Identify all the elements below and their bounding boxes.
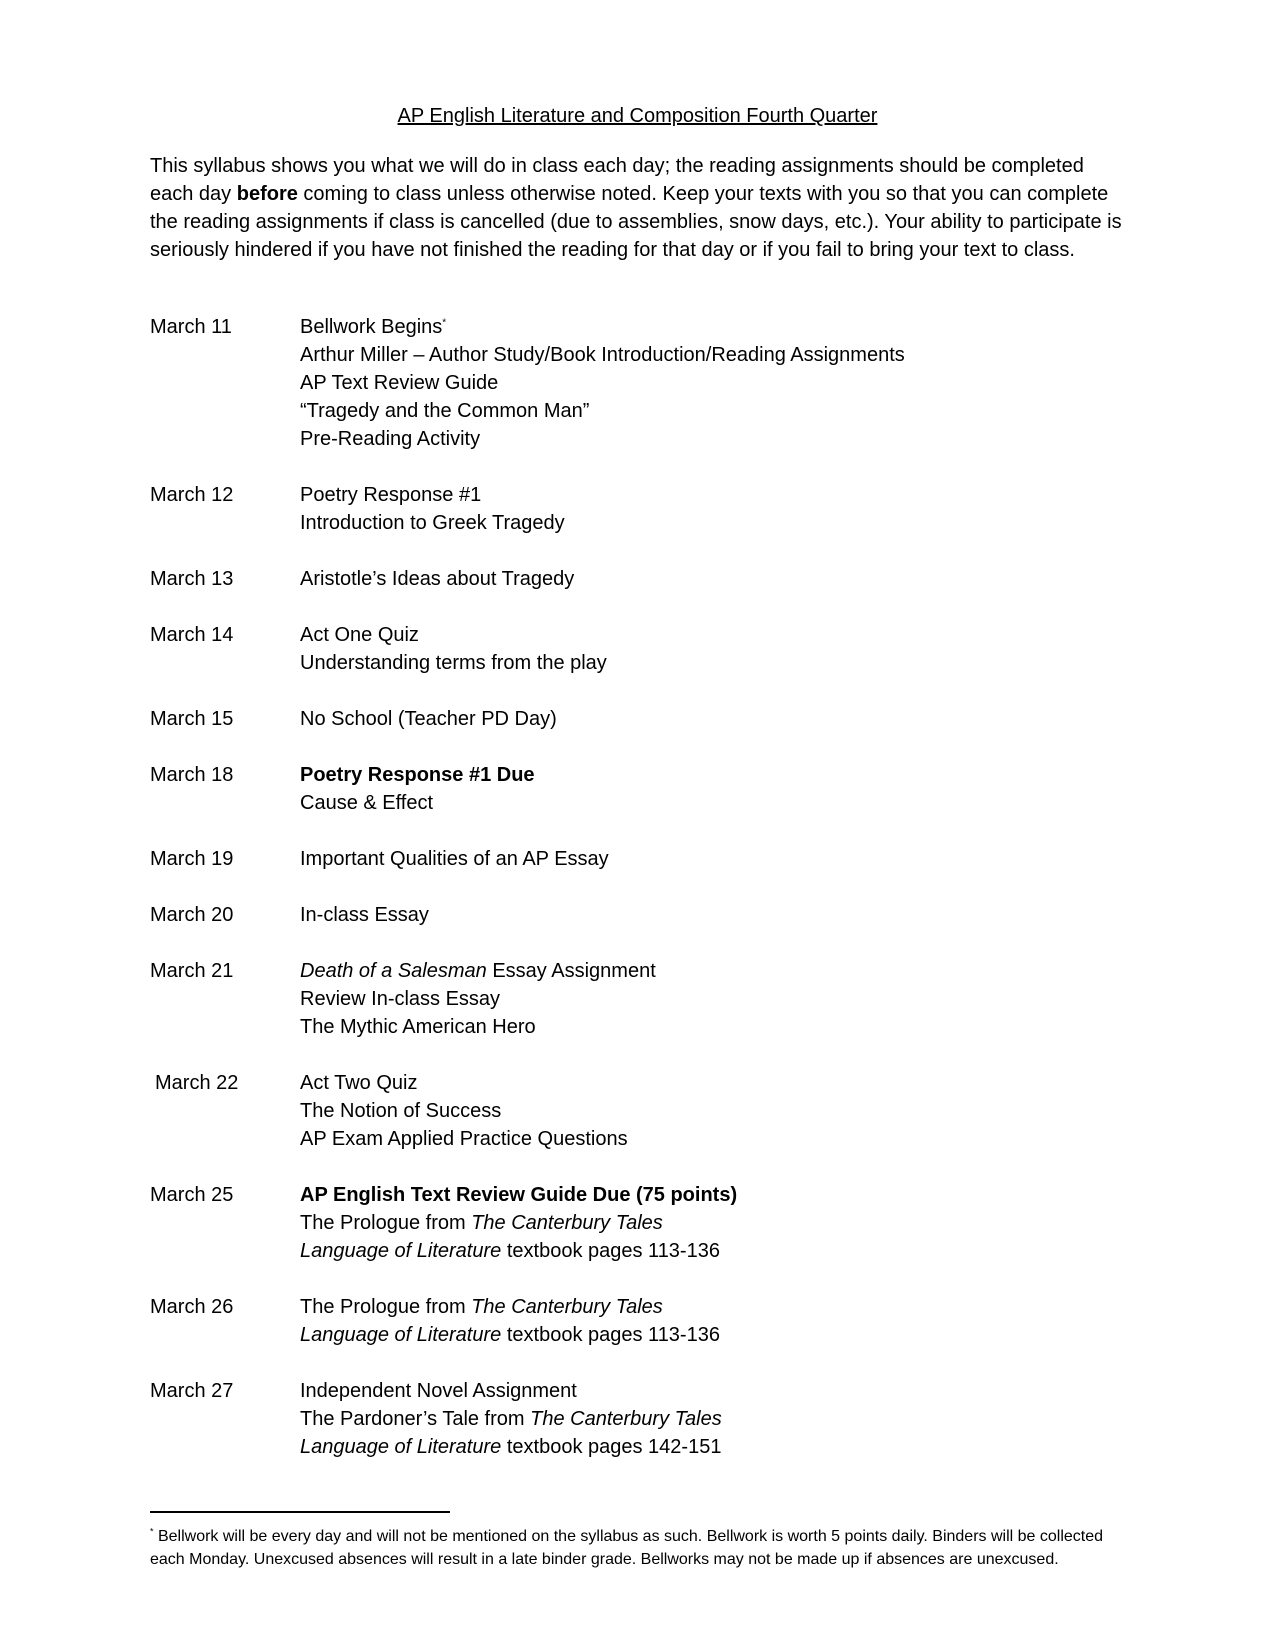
schedule-item bbox=[300, 1321, 1130, 1349]
footnote-mark: * bbox=[150, 1526, 154, 1537]
intro-paragraph bbox=[150, 152, 1130, 264]
schedule-item bbox=[300, 621, 1130, 649]
schedule-list bbox=[150, 313, 1130, 1489]
schedule-item bbox=[300, 1293, 1130, 1321]
schedule-item bbox=[300, 957, 1130, 985]
schedule-items bbox=[300, 845, 1130, 873]
schedule-item-text: “Tragedy and the Common Man” bbox=[300, 400, 590, 422]
schedule-item bbox=[300, 1125, 1130, 1153]
schedule-item-text: The Prologue from bbox=[300, 1296, 472, 1318]
schedule-items bbox=[300, 1377, 1130, 1461]
schedule-items bbox=[300, 565, 1130, 593]
schedule-item-text: AP English Text Review Guide Due (75 points) bbox=[300, 1184, 738, 1206]
schedule-item-text: The Canterbury Tales bbox=[530, 1408, 722, 1430]
schedule-item bbox=[300, 1433, 1130, 1461]
schedule-item bbox=[300, 341, 1130, 369]
schedule-date: March 26 bbox=[150, 1296, 234, 1318]
schedule-item bbox=[300, 425, 1130, 453]
schedule-date: March 19 bbox=[150, 848, 234, 870]
schedule-entry bbox=[150, 845, 1130, 873]
schedule-item-text: textbook pages 113-136 bbox=[501, 1324, 720, 1346]
schedule-items bbox=[300, 1181, 1130, 1265]
schedule-items bbox=[300, 621, 1130, 677]
schedule-date: March 21 bbox=[150, 960, 234, 982]
schedule-item-text: The Notion of Success bbox=[300, 1100, 502, 1122]
schedule-date: March 22 bbox=[155, 1072, 239, 1094]
page-title: AP English Literature and Composition Fourth Quarter bbox=[397, 105, 878, 127]
schedule-items bbox=[300, 481, 1130, 537]
schedule-entry bbox=[150, 761, 1130, 817]
schedule-date: March 15 bbox=[150, 708, 234, 730]
schedule-item-text: Bellwork Begins bbox=[300, 316, 443, 338]
schedule-item bbox=[300, 985, 1130, 1013]
schedule-item-text: Review In-class Essay bbox=[300, 988, 501, 1010]
schedule-item-text: textbook pages 113-136 bbox=[501, 1240, 720, 1262]
schedule-item-text: Poetry Response #1 bbox=[300, 484, 482, 506]
schedule-item-text: Act One Quiz bbox=[300, 624, 419, 646]
schedule-date: March 20 bbox=[150, 904, 234, 926]
schedule-entry bbox=[150, 1069, 1130, 1153]
schedule-item-text: The Prologue from bbox=[300, 1212, 472, 1234]
schedule-item bbox=[300, 649, 1130, 677]
schedule-item bbox=[300, 1377, 1130, 1405]
schedule-item bbox=[300, 565, 1130, 593]
intro-text-part2: coming to class unless otherwise noted. Keep your texts with you so that you can complete the reading assignments if class is cancelled (due to assemblies, snow days, etc.). Your ability to participate is seriously hindered if you have not finished the reading for that day or if you fail to bring your text to class. bbox=[150, 183, 1122, 261]
schedule-item bbox=[300, 369, 1130, 397]
schedule-date: March 14 bbox=[150, 624, 234, 646]
schedule-item-text: Pre-Reading Activity bbox=[300, 428, 481, 450]
schedule-entry bbox=[150, 565, 1130, 593]
schedule-date: March 13 bbox=[150, 568, 234, 590]
schedule-date: March 12 bbox=[150, 484, 234, 506]
schedule-item-text: No School (Teacher PD Day) bbox=[300, 708, 557, 730]
schedule-item bbox=[300, 1013, 1130, 1041]
schedule-item bbox=[300, 789, 1130, 817]
schedule-item-text: The Mythic American Hero bbox=[300, 1016, 536, 1038]
schedule-entry bbox=[150, 1377, 1130, 1461]
schedule-entry bbox=[150, 957, 1130, 1041]
schedule-entry bbox=[150, 1293, 1130, 1349]
schedule-item bbox=[300, 481, 1130, 509]
schedule-item bbox=[300, 1181, 1130, 1209]
schedule-items bbox=[300, 957, 1130, 1041]
schedule-items bbox=[300, 705, 1130, 733]
schedule-item bbox=[300, 845, 1130, 873]
schedule-entry bbox=[150, 705, 1130, 733]
schedule-date: March 18 bbox=[150, 764, 234, 786]
schedule-item-text: Death of a Salesman bbox=[300, 960, 487, 982]
schedule-item-text: Language of Literature bbox=[300, 1240, 502, 1262]
schedule-entry bbox=[150, 313, 1130, 453]
schedule-date: March 27 bbox=[150, 1380, 234, 1402]
footnote-text: Bellwork will be every day and will not be mentioned on the syllabus as such. Bellwork is worth 5 points daily. Binders will be collected each Monday. Unexcused absences will result in a late binder grade. Bellworks may not be made up if absences are unexcused. bbox=[150, 1528, 1104, 1568]
schedule-item bbox=[300, 1405, 1130, 1433]
schedule-item-text: The Canterbury Tales bbox=[471, 1296, 663, 1318]
schedule-item-text: Language of Literature bbox=[300, 1324, 502, 1346]
schedule-items bbox=[300, 1293, 1130, 1349]
schedule-entry bbox=[150, 901, 1130, 929]
schedule-item-text: Independent Novel Assignment bbox=[300, 1380, 577, 1402]
schedule-item-text: Essay Assignment bbox=[486, 960, 656, 982]
schedule-item bbox=[300, 1237, 1130, 1265]
schedule-item-text: AP Exam Applied Practice Questions bbox=[300, 1128, 628, 1150]
schedule-entry bbox=[150, 1181, 1130, 1265]
footnote-divider bbox=[150, 1511, 450, 1513]
schedule-item-text: AP Text Review Guide bbox=[300, 372, 499, 394]
schedule-item-text: Poetry Response #1 Due bbox=[300, 764, 535, 786]
schedule-item bbox=[300, 397, 1130, 425]
schedule-date: March 25 bbox=[150, 1184, 234, 1206]
schedule-item bbox=[300, 1097, 1130, 1125]
schedule-item bbox=[300, 1209, 1130, 1237]
schedule-item bbox=[300, 509, 1130, 537]
schedule-item bbox=[300, 761, 1130, 789]
schedule-items bbox=[300, 901, 1130, 929]
schedule-items bbox=[300, 313, 1130, 453]
intro-text-part1: This syllabus shows you what we will do in class each day; the reading assignments should be completed each day bbox=[150, 155, 1084, 205]
schedule-item-text: Arthur Miller – Author Study/Book Introduction/Reading Assignments bbox=[300, 344, 905, 366]
footnote bbox=[150, 1525, 1125, 1571]
schedule-item-text: Understanding terms from the play bbox=[300, 652, 607, 674]
schedule-item-text: Act Two Quiz bbox=[300, 1072, 418, 1094]
schedule-items bbox=[300, 1069, 1130, 1153]
schedule-item-text: In-class Essay bbox=[300, 904, 429, 926]
schedule-item-text: Introduction to Greek Tragedy bbox=[300, 512, 565, 534]
schedule-date: March 11 bbox=[150, 316, 232, 338]
schedule-entry bbox=[150, 481, 1130, 537]
schedule-item-text: Important Qualities of an AP Essay bbox=[300, 848, 609, 870]
schedule-item-text: The Canterbury Tales bbox=[471, 1212, 663, 1234]
footnote-reference: * bbox=[442, 317, 447, 329]
intro-emphasis: before bbox=[236, 183, 298, 205]
schedule-items bbox=[300, 761, 1130, 817]
schedule-item-text: textbook pages 142-151 bbox=[501, 1436, 722, 1458]
schedule-item-text: The Pardoner’s Tale from bbox=[300, 1408, 531, 1430]
schedule-item bbox=[300, 705, 1130, 733]
schedule-item bbox=[300, 313, 1130, 341]
schedule-item-text: Cause & Effect bbox=[300, 792, 434, 814]
schedule-entry bbox=[150, 621, 1130, 677]
schedule-item bbox=[300, 1069, 1130, 1097]
schedule-item bbox=[300, 901, 1130, 929]
schedule-item-text: Language of Literature bbox=[300, 1436, 502, 1458]
schedule-item-text: Aristotle’s Ideas about Tragedy bbox=[300, 568, 575, 590]
